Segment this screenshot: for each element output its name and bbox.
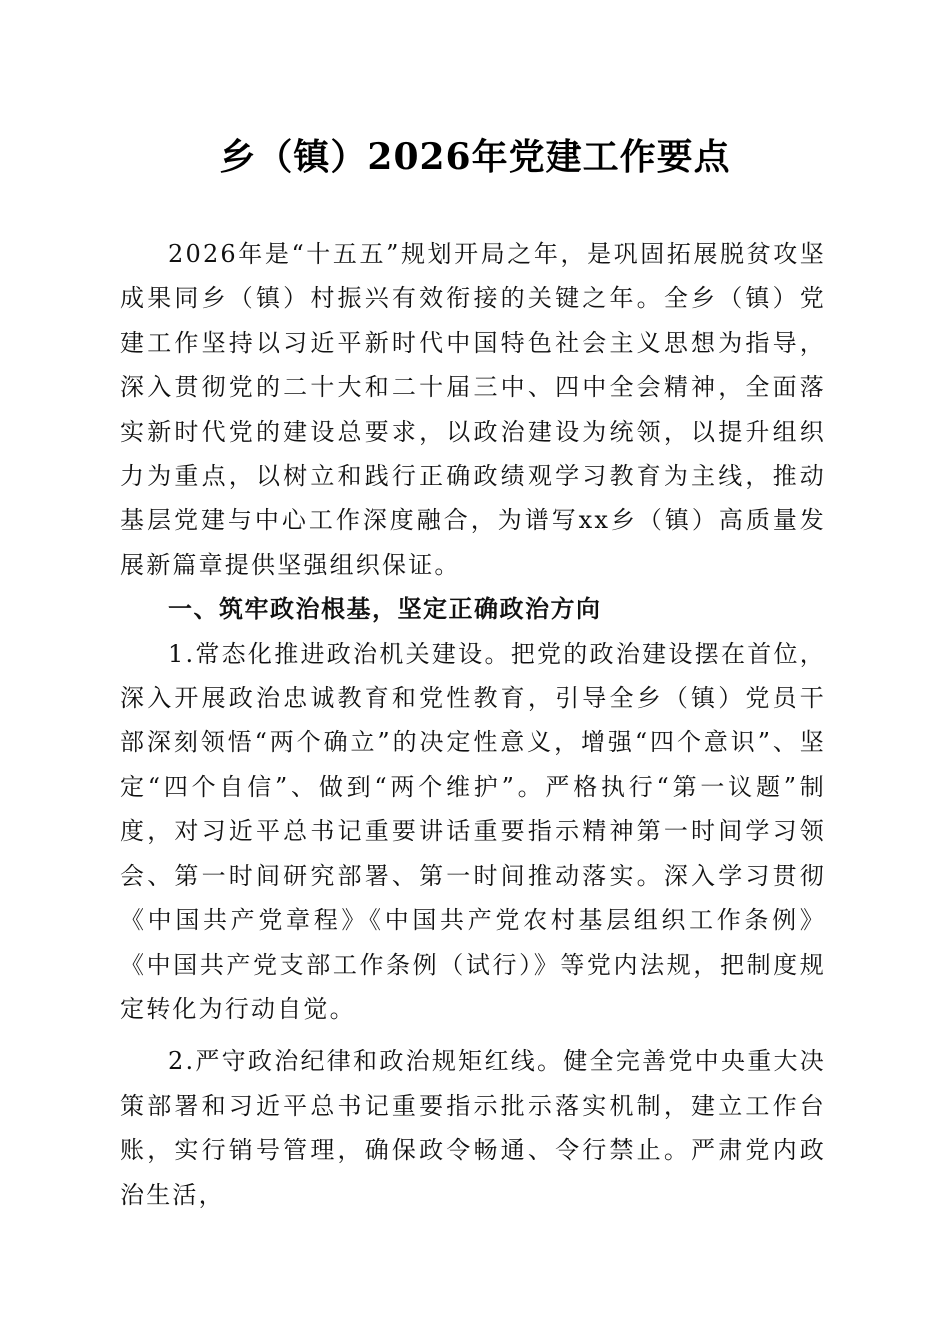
- item-paragraph-2: 2.严守政治纪律和政治规矩红线。健全完善党中央重大决策部署和习近平总书记重要指示批示落实机制，建立工作台账，实行销号管理，确保政令畅通、令行禁止。严肃党内政治生活，: [120, 1047, 826, 1209]
- item-paragraph-1: 1.常态化推进政治机关建设。把党的政治建设摆在首位，深入开展政治忠诚教育和党性教育，引导全乡（镇）党员干部深刻领悟“两个确立”的决定性意义，增强“四个意识”、坚定“四个自信”、做到“两个维护”。严格执行“第一议题”制度，对习近平总书记重要讲话重要指示精神第一时间学习领会、第一时间研究部署、第一时间推动落实。深入学习贯彻《中国共产党章程》《中国共产党农村基层组织工作条例》《中国共产党支部工作条例（试行）》等党内法规，把制度规定转化为行动自觉。: [120, 639, 826, 1023]
- section-heading-1: 一、筑牢政治根基，坚定正确政治方向: [168, 595, 602, 624]
- document-title: 乡（镇）2026年党建工作要点: [219, 136, 731, 178]
- intro-paragraph: 2026年是“十五五”规划开局之年，是巩固拓展脱贫攻坚成果同乡（镇）村振兴有效衔接的关键之年。全乡（镇）党建工作坚持以习近平新时代中国特色社会主义思想为指导，深入贯彻党的二十大和二十届三中、四中全会精神，全面落实新时代党的建设总要求，以政治建设为统领，以提升组织力为重点，以树立和践行正确政绩观学习教育为主线，推动基层党建与中心工作深度融合，为谱写xx乡（镇）高质量发展新篇章提供坚强组织保证。: [120, 240, 826, 579]
- document-body: [120, 232, 826, 1217]
